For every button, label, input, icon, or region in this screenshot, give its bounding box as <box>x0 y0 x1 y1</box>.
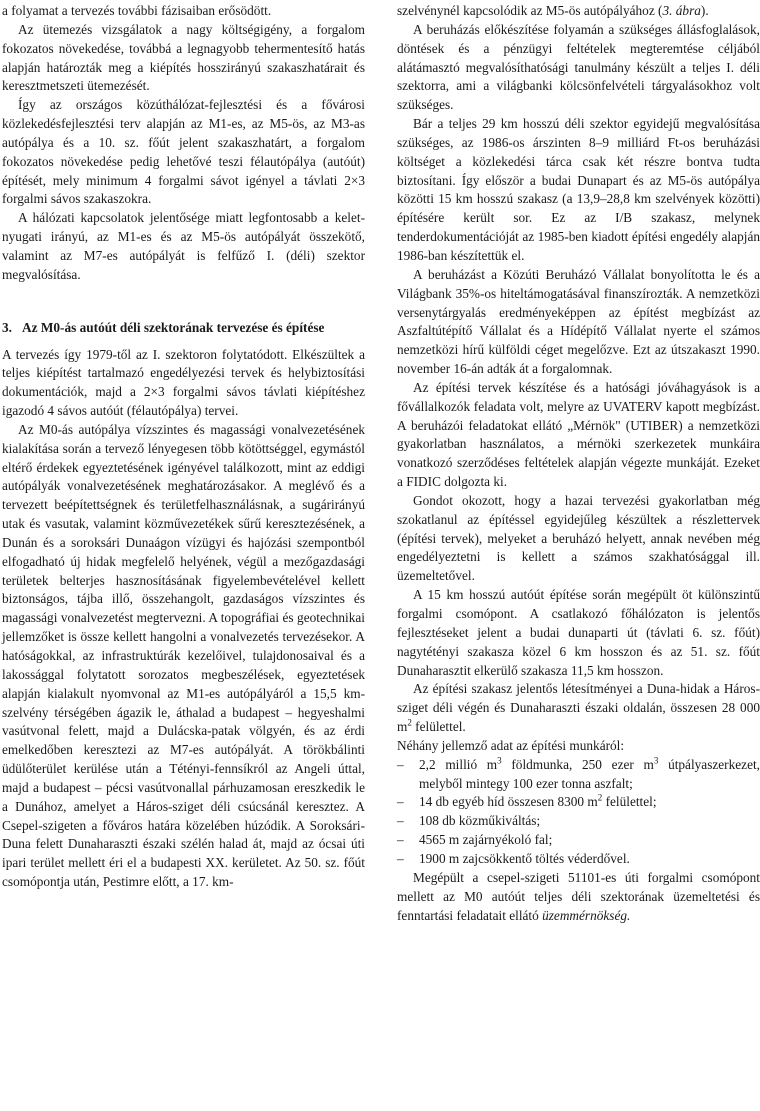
paragraph: a folyamat a tervezés további fázisaiban erősödött. <box>2 3 272 18</box>
work-data-list <box>397 756 760 869</box>
paragraph: Gondot okozott, hogy a hazai tervezési gyakorlatban még szokatlanul az építéssel egyidejűleg készültek a részlettervek (építési tervek), melyeket a beruházó helyett, annak nevében még engedélyeztetni is kellett a számos szakhatósággal ill. üzemeltetővel. <box>397 492 760 584</box>
list-item: – 108 db közműkiváltás; <box>397 812 760 831</box>
paragraph-text: Az építési szakasz jelentős létesítményei a Duna-hidak a Háros- sziget déli végén és Dunaharaszti északi oldalán, összesen 28 000 m <box>397 681 760 735</box>
list-text: földmunka, 250 ezer m <box>501 756 654 772</box>
list-text: 14 db egyéb híd összesen 8300 m <box>419 794 598 810</box>
paragraph: Bár a teljes 29 km hosszú déli szektor egyidejű megvalósítása szükséges, az 1986-os árszinten 8–9 milliárd Ft-os beruházási költséget a közlekedési tárca csak két részre bontva tudta biztosítani. Így először a budai Dunapart és az M5-ös autópálya közötti 15 km hosszú szakasz (a 13,9–28,8 km szelvények közötti) építésére került sor. Ez az I/B szakasz, melynek tenderdokumentációját az 1985-ben kiadott építési engedély alapján 1986-ban készítettük el. <box>397 116 760 263</box>
right-column <box>397 2 760 925</box>
list-item: – 1900 m zajcsökkentő töltés véderdővel. <box>397 850 760 869</box>
paragraph: Néhány jellemző adat az építési munkáról: <box>397 737 625 753</box>
paragraph <box>397 680 760 737</box>
superscript: 3 <box>653 755 659 766</box>
paragraph: Így az országos közúthálózat-fejlesztési és a fővárosi közlekedésfejlesztési terv alapján az M1-es, az M5-ös, az M3-as autópálya és a 10. sz. főút jelent szakaszhatárt, a forgalom fokozatos növekedése pedig lehetővé teszi félautópálya (autóút) építését, mely minimum 4 forgalmi sávot igényel a távlati 2×3 forgalmi sávos szakaszokra. <box>2 97 365 207</box>
paragraph-text: ). <box>700 3 709 18</box>
paragraph: A hálózati kapcsolatok jelentősége miatt legfontosabb a kelet-nyugati irányú, az M1-es és az M5-ös autópályát összekötő, valamint az M7-es autópályát is felfűző I. (déli) szektor megvalósítása. <box>2 210 365 282</box>
superscript: 2 <box>597 793 603 804</box>
list-text: 2,2 millió m <box>419 756 498 772</box>
paragraph: A 15 km hosszú autóút építése során megépült öt különszintű forgalmi csomópont. A csatlakozó főhálózaton is jelentős fejlesztéseket jelent a budai dunaparti út (távlati 6. sz. főút) nagytétényi szakasza közel 6 km hosszon és az 51. sz. főút Dunaharasztit elkerülő szakasza 11,5 km hosszon. <box>397 587 760 678</box>
paragraph: A tervezés így 1979-től az I. szektoron folytatódott. Elkészültek a teljes kiépítést tartalmazó engedélyezési tervek és helybiztosítási dokumentációk, majd a 2×3 forgalmi sávos távlati kiépítéshez igazodó 4 sávos autóút (félautópálya) tervei. <box>2 346 365 419</box>
paragraph: A beruházás előkészítése folyamán a szükséges állásfoglalások, döntések és a pénzügyi feltételek megteremtése céljából alátámasztó megvalósíthatósági tanulmány készült a teljes I. déli szektorra, ami a világbanki kölcsönfelvételi tárgyalásokhoz volt szükséges. <box>397 21 760 113</box>
paragraph: Az építési tervek készítése és a hatósági jóváhagyások is a fővállalkozók feladata volt, melyre az UVATERV kapott megbízást. A beruházói feladatokat ellátó „Mérnök" (UTIBER) a nemzetközi gyakorlatban használatos, a mérnöki szerkezetek munkáira vonatkozó szerződéses feltételek alapján végezte munkáját. Ezeket a FIDIC dolgozta ki. <box>397 379 760 490</box>
superscript: 2 <box>407 717 412 728</box>
list-text: útpályaszerkezet, melyből mintegy 100 ezer tonna aszfalt; <box>419 756 760 791</box>
list-text: felülettel; <box>602 794 657 810</box>
superscript: 3 <box>497 755 502 766</box>
list-item <box>397 793 760 812</box>
list-item: – 4565 m zajárnyékoló fal; <box>397 831 760 850</box>
paragraph <box>397 2 760 21</box>
paragraph <box>397 869 760 926</box>
emphasis-text: üzemmérnökség. <box>542 907 631 923</box>
left-column <box>2 2 365 892</box>
section-number: 3. <box>2 319 12 335</box>
paragraph: Az ütemezés vizsgálatok a nagy költségigény, a forgalom fokozatos növekedése, továbbá a legnagyobb tehermentesítő hatás alapján határozták meg a kiépítés hosszirányú szakaszhatárait és keresztmetszeti ütemezését. <box>2 21 365 94</box>
paragraph-text: felülettel. <box>411 719 466 735</box>
section-title: Az M0-ás autóút déli szektorának tervezése és építése <box>22 319 325 335</box>
list-item <box>397 756 760 794</box>
section-heading <box>2 319 365 338</box>
paragraph: A beruházást a Közúti Beruházó Vállalat bonyolította le és a Világbank 35%-os hiteltámogatásával finanszírozták. A nemzetközi versenytárgyalás eredményeképpen az építést megbízást az Aszfaltútépítő Vállalat és a Hídépítő Vállalat nyerte el számos nemzetközi hírű külföldi céget megelőzve. Ezt az útszakaszt 1990. november 16-án adták át a forgalomnak. <box>397 266 760 377</box>
paragraph-text: szelvénynél kapcsolódik az M5-ös autópályához ( <box>397 3 663 18</box>
figure-reference: 3. ábra <box>662 3 701 18</box>
paragraph: Az M0-ás autópálya vízszintes és magassági vonalvezetésének kialakítása során a tervező lényegesen több kötöttséggel, egymástól eltérő érdekek egyeztetésének igényével találkozott, mint az eddigi autópályák vonalvezetésének meghatározásakor. A meglévő és a tervezett beépítettségnek és területfelhasználásnak, a sugárirányú utak és vasutak, valamint közművezetékek sűrű keresztezésének, a Dunán és a soroksári Dunaágon vízügyi és hajózási szempontból elfogadható új hidak megfelelő helyének, végül a mezőgazdasági területek belterjes hasznosításának figyelembevételével kellett biztonságos, tájba illő, összehangolt, gazdaságos vízszintes és magassági vonalvezetést megtervezni. A topográfiai és geotechnikai jellemzőket is össze kellett hangolni a vonalvezetés tervezésekor. A hatóságokkal, az infrastruktúrák kezelőivel, tulajdonosaival és a lakossággal folytatott sorozatos megbeszélések, egyeztetések alapján kialakult nyomvonal az M1-es autópályáról a 15,5 km-szelvény térségében ágazik le, áthalad a budapest – hegyeshalmi vasútvonal felett, majd a Dulácska-patak völgyén, és az érdi emelkedőben keresztezi az M7-es autópályát. A törökbálinti üdülőterület kerülése után a Tétényi-fennsíkról az Angeli úttal, majd a budapest – pécsi vasútvonallal párhuzamosan ereszkedik le a Dunához, amelyet a Háros-sziget déli csúcsánál keresztez. A Csepel-szigeten a főváros határa közelében húzódik. A Soroksári-Duna felett Dunaharaszti északi szélén halad át, majd az ócsai úti ipari terület mellett éri el a budapesti XX. kerületet. Az 50. sz. főút csomópontja után, Pestimre előtt, a 17. km- <box>2 421 365 890</box>
paragraph-text: Megépült a csepel-szigeti 51101-es úti forgalmi csomópont mellett az M0 autóút teljes déli szektorának üzemeltetési és fenntartási feladatait ellátó <box>397 869 760 923</box>
